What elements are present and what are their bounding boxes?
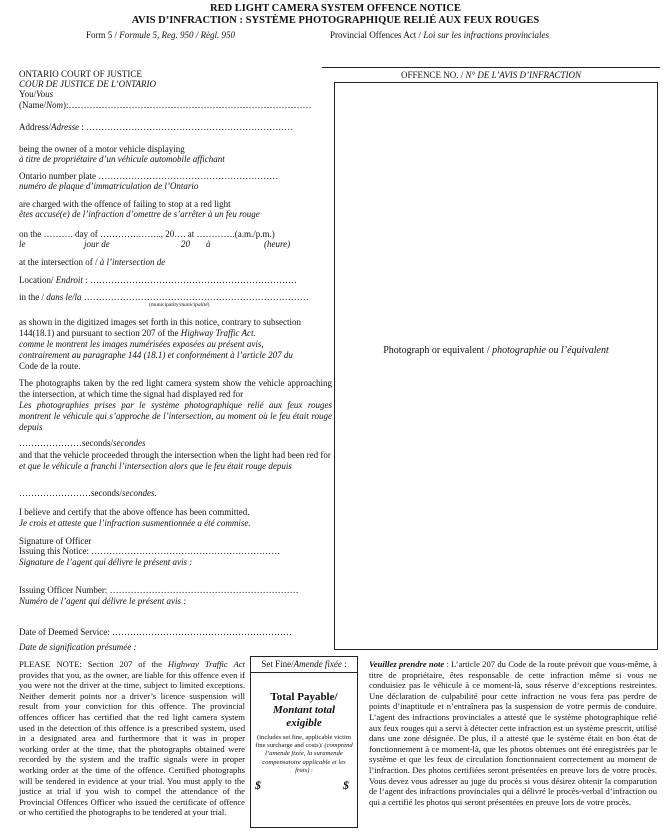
- photograph-label: Photograph or equivalent / photographie ou l’équivalent: [383, 345, 609, 356]
- you-label: You/Vous: [19, 89, 54, 99]
- notice-title-fr: AVIS D’INFRACTION : SYSTÈME PHOTOGRAPHIQUE RELIÉ AUX FEUX ROUGES: [131, 15, 540, 26]
- seconds-field[interactable]: …………………seconds/secondes: [19, 438, 146, 448]
- address-field[interactable]: Address/Adresse : ……………………………………………………………: [19, 122, 294, 132]
- seconds2-field[interactable]: ……………………seconds/secondes.: [19, 488, 157, 498]
- date-heure: (heure): [264, 239, 291, 249]
- photographs-statement: The photographs taken by the red light camera system show the vehicle approaching the intersection, at which time the signal had displayed red for Les photographies prises par le système photographique relié aux feux rouges montrent le véhicule qui s’approche de l’intersection, au moment où le feu était rouge depuis: [19, 378, 332, 432]
- total-payable-label: Total Payable/: [270, 691, 338, 703]
- owner-statement: being the owner of a motor vehicle displaying: [19, 144, 185, 154]
- date-20: 20: [181, 239, 190, 249]
- fine-includes-note: (includes set fine, applicable victim fine surcharge and costs)/ (comprend l’amende fixée, la suramende compensatoire applicable et les frais) :: [255, 734, 353, 774]
- currency-symbol-2[interactable]: $: [343, 778, 349, 792]
- fine-divider: [251, 672, 357, 673]
- digitized-statement: as shown in the digitized images set forth in this notice, contrary to subsection 144(18.1) and pursuant to section 207 of the Highway Traffic Act. comme le montrent les images numérisées exposées au présent avis, contrairement au paragraphe 144 (18.1) et conformément à l’article 207 du Code de la route.: [19, 317, 301, 371]
- intersection-label: at the intersection of / à l’intersection de: [19, 257, 166, 267]
- charge-statement-fr: êtes accusé(e) de l’infraction d’omettre de s’arrêter à un feu rouge: [19, 209, 260, 219]
- deemed-service-field[interactable]: Date of Deemed Service: ……………………………………………………: [19, 627, 292, 637]
- name-field[interactable]: (Name/Nom):………………………………………………………………………: [19, 100, 312, 110]
- fine-box: [250, 656, 358, 828]
- plate-field[interactable]: Ontario number plate ……………………………………………………: [19, 171, 279, 181]
- court-name: ONTARIO COURT OF JUSTICE: [19, 69, 142, 79]
- municipality-hint: (municipality/municipalité): [149, 302, 210, 308]
- act-reference: Provincial Offences Act / Loi sur les infractions provinciales: [330, 30, 549, 40]
- court-name-fr: COUR DE JUSTICE DE L’ONTARIO: [19, 79, 156, 89]
- date-le: le: [19, 239, 26, 249]
- charge-statement: are charged with the offence of failing to stop at a red light: [19, 199, 231, 209]
- signature-field[interactable]: Issuing this Notice: ………………………………………………………: [19, 546, 281, 556]
- officer-number-label-fr: Numéro de l’agent qui délivre le présent avis :: [19, 596, 187, 606]
- date-a: à: [206, 239, 211, 249]
- signature-label-fr: Signature de l’agent qui délivre le présent avis :: [19, 557, 193, 567]
- plate-field-fr: numéro de plaque d’immatriculation de l’Ontario: [19, 181, 199, 191]
- date-jour: jour de: [84, 239, 110, 249]
- set-fine-label: Set Fine/Amende fixée :: [261, 659, 347, 669]
- proceeded-statement: and that the vehicle proceeded through the intersection when the light had been red for et que le véhicule a franchi l’intersection alors que le feu était rouge depuis: [19, 450, 331, 471]
- please-note-en: PLEASE NOTE: Section 207 of the Highway Traffic Act provides that you, as the owner, are liable for this offence even if you were not the driver at the time, subject to limited exceptions. Neither demerit points nor a driver’s licence suspension will result from your conviction for this offence. The provincial offences officer has certified that the red light camera system used in the detection of this offence is a prescribed system, used in a designated area and furthermore that it was in proper working order at the time, that the photographs obtained were recorded by the system and the traffic signals were in proper working order at the time of the offence. Certified photographs will be tendered in evidence at your trial. You must apply to the justice at trial if you wish to compel the attendance of the Provincial Offences Officer who issued the certificate of offence or who certified the photographs to be tendered at your trial.: [19, 659, 245, 818]
- owner-statement-fr: à titre de propriétaire d’un véhicule automobile affichant: [19, 154, 225, 164]
- please-note-fr: Veuillez prendre note : L’article 207 du Code de la route prévoit que vous-même, à titre de propriétaire, êtes responsable de cette infraction même si vous ne conduisiez pas le véhicule à ce moment-là, sous réserve d’exceptions restreintes. Une déclaration de culpabilité pour cette infraction ne vous fera pas perdre de points d’inaptitude et n’entraînera pas la suspension de votre permis de conduire. L’agent des infractions provinciales a attesté que le système photographique relié aux feux rouges qui a servi à détecter cette infraction est un système prescrit, utilisé dans une zone désignée. De plus, il a attesté que le système était en bon état de fonctionnement à ce moment-là, que les photos obtenues ont été enregistrées par le système et que les feux de circulation fonctionnaient correctement au moment de l’infraction. Des photos certifiées seront présentées en preuve lors de votre procès. Vous devez vous adresser au juge du procès si vous désirez obtenir la comparution de l’agent des infractions provinciales qui a délivré le procès-verbal d’infraction ou qui a certifié les photos qui seront présentées en preuve lors de votre procès.: [369, 659, 657, 807]
- officer-number-field[interactable]: Issuing Officer Number: ………………………………………………………: [19, 585, 299, 595]
- date-time-field[interactable]: on the ………. day of ………….…….., 20…. at ………….(a.m./p.m.): [19, 229, 275, 239]
- municipality-field[interactable]: in the / dans le/la …………………………………………………………………: [19, 292, 309, 302]
- notice-title-en: RED LIGHT CAMERA SYSTEM OFFENCE NOTICE: [210, 3, 461, 14]
- total-payable-fr2: exigible: [286, 717, 322, 729]
- total-payable-fr1: Montant total: [272, 704, 336, 716]
- signature-label: Signature of Officer: [19, 536, 92, 546]
- offence-number-label: OFFENCE NO. / N° DE L’AVIS D’INFRACTION: [400, 70, 582, 80]
- currency-symbol-1: $: [255, 778, 261, 792]
- certify-statement-fr: Je crois et atteste que l’infraction susmentionnée a été commise.: [19, 518, 251, 528]
- certify-statement: I believe and certify that the above offence has been committed.: [19, 507, 250, 517]
- photograph-box: [334, 82, 658, 650]
- location-field[interactable]: Location/ Endroit : ……………………………………………………………: [19, 275, 297, 285]
- deemed-service-label-fr: Date de signification présumée :: [19, 642, 137, 652]
- form-number: Form 5 / Formule 5, Reg. 950 / Règl. 950: [86, 30, 235, 40]
- offence-no-rule: [322, 67, 660, 68]
